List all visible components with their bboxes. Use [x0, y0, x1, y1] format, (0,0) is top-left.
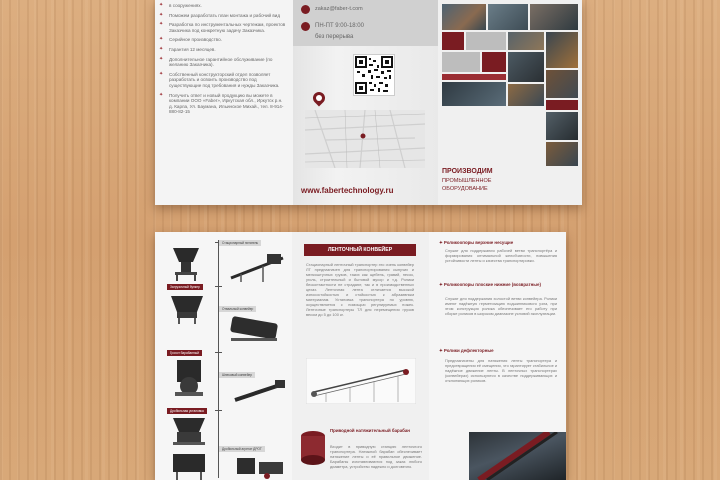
- timeline-line: [218, 240, 219, 478]
- factory-photo: [546, 70, 578, 98]
- bullet-item: ✦ Получить ответ и новый продукцию вы можете в компании ООО «Faber», Иркутская обл., Иркутск р.н. д. Карла, Ул. Баумана, Ильинское Михай., тел. 8-914-880-82-15: [159, 93, 287, 115]
- roller-section-title: ✦ Роликоопоры плоские нижние (возвратные): [439, 282, 559, 288]
- factory-photo: [508, 84, 544, 106]
- conveyor-drawing: [306, 358, 416, 404]
- section-title: ЛЕНТОЧНЫЙ КОНВЕЙЕР: [304, 244, 416, 256]
- drum-description: Входит в приводную станцию ленточного транспортера. Натяжной барабан обеспечивает натяжение ленты и её правильное движение. Барабаны изготавливаются под заказ любого диаметра, устройство надежно и долговечно.: [330, 444, 422, 469]
- generator-machine: [233, 454, 287, 480]
- bottom-middle-panel: [292, 232, 429, 480]
- bullet-item: ✦ Собственный конструкторский отдел позволяет разработать и освоить производство под существующие под требования и нужды Заказчика.: [159, 72, 287, 89]
- top-middle-panel: [293, 0, 438, 205]
- location-pin-icon: [311, 90, 328, 107]
- conveyor-photo: [469, 432, 566, 480]
- accent-block: [442, 52, 480, 72]
- drot-machine: [169, 452, 209, 480]
- drum-title: Приводной натяжительный барабан: [330, 428, 410, 433]
- clock-icon: [301, 22, 310, 31]
- bullet-item: ✦ Разработка по инструментальных чертежам, проектов Заказчика под конкретную задачу Заказчика.: [159, 22, 287, 33]
- top-left-panel: [155, 0, 293, 205]
- conveyor-machine: [227, 252, 287, 282]
- factory-photo: [442, 4, 486, 30]
- website-link[interactable]: www.fabertechnology.ru: [301, 186, 394, 195]
- drum-screen-machine: [225, 314, 285, 346]
- factory-photo: [546, 142, 578, 166]
- top-brochure: [155, 0, 582, 205]
- conveyor-description: Стационарный ленточный транспортер это очень конвейер ЛТ предназначен для транспортирования сыпучих и мелкоштучных грузов, таких как щебень, гравий, песок, уголь, строительный и бытовой мусор и т.д. Ролики бесконтактности не страдают, так и в производственных цехах. Ленточная лента отличается высокой износостойкостью и стойкостью к абразивным материалам. Установка транспортера по уровню, осуществляется с помощью регулируемых ножек. Ленточные транспортеры ТЛ для перемещения грузов весом до 5 до 100 кг.: [306, 262, 414, 317]
- qr-code: [353, 54, 395, 96]
- roller-section-text: Служат для поддержания холостой ветви конвейера. Ролики имеют надёжную герметизацию подшипникового узла, при этом конструкция ролика обеспечивает его работу при сборке роликов в широком диапазоне условий эксплуатации.: [445, 296, 557, 316]
- equipment-label: Дробильная установка: [167, 408, 207, 414]
- drum-icon: [298, 428, 328, 468]
- mail-icon: [301, 5, 310, 14]
- bottom-brochure: [155, 232, 566, 480]
- produce-heading: ПРОИЗВОДИМ: [442, 168, 493, 175]
- bullet-item: ✦ Гарантия 12 месяцев.: [159, 47, 287, 53]
- accent-block: [442, 74, 506, 80]
- factory-photo: [546, 112, 578, 140]
- equipment-label: Грохот барабанный: [167, 350, 202, 356]
- roller-section-text: Служат для поддержания рабочей ветви транспортёра и формирования оптимальной желобчатости, повышения устойчивости ленты и качества транспортировки.: [445, 248, 557, 263]
- accent-block: [482, 52, 506, 72]
- crusher-machine: [171, 358, 207, 398]
- location-map: [305, 110, 425, 168]
- hours-note: без перерыва: [315, 34, 354, 40]
- equipment-label: Отвальный конвейер: [219, 306, 256, 312]
- factory-photo: [508, 32, 544, 50]
- hours-text: ПН-ПТ 9:00-18:00: [315, 23, 364, 29]
- roller-section-title: ✦ Роликоопоры верхние несущие: [439, 240, 513, 246]
- screw-conveyor-machine: [231, 380, 287, 404]
- hopper-machine: [169, 292, 205, 324]
- equipment-label: Шнековый конвейер: [219, 372, 255, 378]
- roller-section-title: ✦ Ролики дефлекторные: [439, 348, 494, 354]
- bullet-item: ✦ Серийное производство.: [159, 37, 287, 43]
- roller-section-text: Предназначены для натяжения ленты транспортера и предотвращения её смещения, что гарантирует стабильное и надёжное движение ленты. В ленточных транспортерах (конвейерах) используются в качестве поддерживающих и отклоняющих роликов.: [445, 358, 557, 383]
- equipment-label: Стационарный питатель: [219, 240, 261, 246]
- bottom-left-panel: [155, 232, 292, 480]
- factory-photo: [488, 4, 528, 30]
- accent-block: [442, 32, 464, 50]
- factory-photo: [530, 4, 578, 30]
- top-right-panel: [438, 0, 582, 205]
- crushing-unit-machine: [169, 416, 209, 448]
- equipment-label: Дробильный агрегат ДРОТ: [219, 446, 265, 452]
- factory-photo: [442, 82, 506, 106]
- produce-subheading: ОБОРУДОВАНИЕ: [442, 186, 488, 192]
- factory-photo: [508, 52, 544, 82]
- factory-photo: [546, 32, 578, 68]
- bottom-right-panel: [429, 232, 566, 480]
- bullet-item: ✦ Дополнительное гарантийное обслуживание (по желанию Заказчика).: [159, 57, 287, 68]
- accent-block: [466, 32, 506, 50]
- accent-block: [546, 100, 578, 110]
- bullet-item: ✦ Поможем разработать план монтажа и рабочий вид: [159, 13, 287, 19]
- feeder-machine: [169, 246, 203, 282]
- produce-subheading: ПРОМЫШЛЕННОЕ: [442, 178, 492, 184]
- email-text: zakaz@faber-t.com: [315, 6, 363, 12]
- equipment-label: Загрузочный бункер: [167, 284, 203, 290]
- bullet-item: ✦ в сооружениях.: [159, 3, 287, 9]
